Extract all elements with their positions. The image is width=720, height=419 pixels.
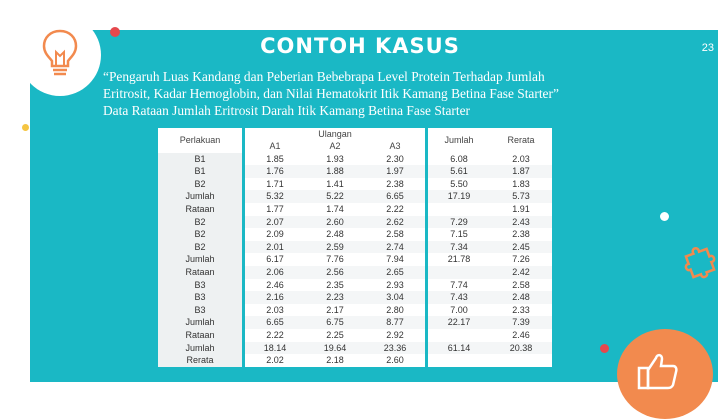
table-row <box>158 291 552 304</box>
table-cell-a1: 2.01 <box>244 241 306 254</box>
table-row <box>158 253 552 266</box>
table-row <box>158 304 552 317</box>
table-row <box>158 342 552 355</box>
table-cell-a2: 2.56 <box>305 266 365 279</box>
table-cell-a1: 1.77 <box>244 203 306 216</box>
table-cell-jumlah: 7.00 <box>427 304 491 317</box>
table-cell-a3: 3.04 <box>365 291 427 304</box>
table-cell-a3: 2.22 <box>365 203 427 216</box>
table-cell-jumlah: 21.78 <box>427 253 491 266</box>
page-number: 23 <box>701 42 714 54</box>
table-cell-jumlah: 6.08 <box>427 153 491 166</box>
table-cell-a2: 2.60 <box>305 216 365 229</box>
table-cell-jumlah <box>427 203 491 216</box>
table-cell-rerata <box>490 354 552 367</box>
table-cell-a2: 1.93 <box>305 153 365 166</box>
table-cell-rerata: 2.46 <box>490 329 552 342</box>
subtitle-line: Data Rataan Jumlah Eritrosit Darah Itik Kamang Betina Fase Starter <box>103 103 471 118</box>
deco-dot <box>22 124 29 131</box>
table-cell-label: B2 <box>158 228 244 241</box>
table-cell-a2: 2.17 <box>305 304 365 317</box>
table-cell-label: Rataan <box>158 266 244 279</box>
table-cell-a3: 2.74 <box>365 241 427 254</box>
table-cell-rerata: 2.58 <box>490 279 552 292</box>
table-cell-a3: 2.65 <box>365 266 427 279</box>
table-cell-a1: 18.14 <box>244 342 306 355</box>
table-cell-label: Rerata <box>158 354 244 367</box>
table-cell-jumlah: 7.15 <box>427 228 491 241</box>
slide-subtitle <box>103 68 673 119</box>
table-cell-label: B2 <box>158 241 244 254</box>
table-cell-rerata: 2.48 <box>490 291 552 304</box>
table-cell-a3: 2.60 <box>365 354 427 367</box>
table-cell-a1: 6.17 <box>244 253 306 266</box>
table-cell-rerata: 2.43 <box>490 216 552 229</box>
table-cell-rerata: 2.33 <box>490 304 552 317</box>
table-cell-a2: 2.59 <box>305 241 365 254</box>
table-cell-jumlah: 61.14 <box>427 342 491 355</box>
subtitle-line: Eritrosit, Kadar Hemoglobin, dan Nilai Hematokrit Itik Kamang Betina Fase Starter” <box>103 86 559 101</box>
table-cell-jumlah: 22.17 <box>427 316 491 329</box>
table-row <box>158 354 552 367</box>
table-cell-a1: 1.71 <box>244 178 306 191</box>
table-cell-a3: 2.80 <box>365 304 427 317</box>
table-cell-rerata: 2.45 <box>490 241 552 254</box>
table-cell-a2: 5.22 <box>305 190 365 203</box>
table-cell-a1: 2.06 <box>244 266 306 279</box>
table-cell-a2: 6.75 <box>305 316 365 329</box>
table-cell-rerata: 1.91 <box>490 203 552 216</box>
table-cell-a1: 6.65 <box>244 316 306 329</box>
table-cell-rerata: 5.73 <box>490 190 552 203</box>
table-cell-rerata: 2.38 <box>490 228 552 241</box>
header-a1: A1 <box>244 140 306 153</box>
table-row <box>158 266 552 279</box>
table-cell-a2: 19.64 <box>305 342 365 355</box>
table-cell-rerata: 20.38 <box>490 342 552 355</box>
deco-dot <box>660 212 669 221</box>
table-cell-jumlah: 7.29 <box>427 216 491 229</box>
table-cell-a3: 2.92 <box>365 329 427 342</box>
header-ulangan: Ulangan <box>244 128 427 140</box>
table-cell-rerata: 2.03 <box>490 153 552 166</box>
table-cell-a1: 2.16 <box>244 291 306 304</box>
table-cell-a1: 2.07 <box>244 216 306 229</box>
table-cell-label: Rataan <box>158 203 244 216</box>
table-cell-a1: 1.85 <box>244 153 306 166</box>
table-cell-a2: 1.41 <box>305 178 365 191</box>
thumbs-up-icon <box>636 348 680 392</box>
table-cell-label: Jumlah <box>158 190 244 203</box>
table-cell-a1: 2.46 <box>244 279 306 292</box>
table-cell-a3: 7.94 <box>365 253 427 266</box>
table-cell-rerata: 7.39 <box>490 316 552 329</box>
table-cell-a1: 1.76 <box>244 165 306 178</box>
table-cell-rerata: 7.26 <box>490 253 552 266</box>
table-cell-a3: 2.62 <box>365 216 427 229</box>
table-row <box>158 241 552 254</box>
table-cell-a3: 1.97 <box>365 165 427 178</box>
table-row <box>158 153 552 166</box>
table-cell-a3: 2.93 <box>365 279 427 292</box>
table-cell-label: B2 <box>158 216 244 229</box>
table-cell-label: B3 <box>158 279 244 292</box>
table-row <box>158 165 552 178</box>
header-rerata: Rerata <box>490 128 552 153</box>
table-cell-a2: 2.35 <box>305 279 365 292</box>
data-table <box>158 128 552 367</box>
header-perlakuan: Perlakuan <box>158 128 244 153</box>
table-cell-a2: 2.18 <box>305 354 365 367</box>
table-cell-a2: 2.25 <box>305 329 365 342</box>
table-cell-label: B2 <box>158 178 244 191</box>
table-cell-a3: 23.36 <box>365 342 427 355</box>
table-cell-a1: 2.02 <box>244 354 306 367</box>
table-row <box>158 228 552 241</box>
table-cell-a3: 8.77 <box>365 316 427 329</box>
table-row <box>158 316 552 329</box>
table-cell-rerata: 1.83 <box>490 178 552 191</box>
table-cell-a2: 2.23 <box>305 291 365 304</box>
table-cell-label: B3 <box>158 304 244 317</box>
puzzle-icon <box>683 244 717 282</box>
table-cell-a2: 2.48 <box>305 228 365 241</box>
header-jumlah: Jumlah <box>427 128 491 153</box>
table-cell-label: B1 <box>158 165 244 178</box>
table-cell-label: Jumlah <box>158 253 244 266</box>
table-cell-label: B3 <box>158 291 244 304</box>
table-cell-a1: 2.03 <box>244 304 306 317</box>
table-cell-label: Jumlah <box>158 342 244 355</box>
table-cell-jumlah: 17.19 <box>427 190 491 203</box>
subtitle-line: “Pengaruh Luas Kandang dan Peberian Bebebrapa Level Protein Terhadap Jumlah <box>103 69 545 84</box>
slide-title: CONTOH KASUS <box>260 34 460 58</box>
table-cell-a2: 1.88 <box>305 165 365 178</box>
table-cell-a3: 2.58 <box>365 228 427 241</box>
table-cell-rerata: 1.87 <box>490 165 552 178</box>
table-row <box>158 216 552 229</box>
table-cell-jumlah: 5.50 <box>427 178 491 191</box>
header-a2: A2 <box>305 140 365 153</box>
table-cell-jumlah <box>427 266 491 279</box>
table-row <box>158 203 552 216</box>
table-cell-a2: 1.74 <box>305 203 365 216</box>
table-cell-a2: 7.76 <box>305 253 365 266</box>
table-cell-jumlah: 7.43 <box>427 291 491 304</box>
table-cell-a3: 2.38 <box>365 178 427 191</box>
table-cell-jumlah: 7.74 <box>427 279 491 292</box>
table-row <box>158 279 552 292</box>
table-row <box>158 329 552 342</box>
table-cell-label: Jumlah <box>158 316 244 329</box>
table-cell-rerata: 2.42 <box>490 266 552 279</box>
header-a3: A3 <box>365 140 427 153</box>
table-cell-label: B1 <box>158 153 244 166</box>
table-cell-a1: 2.22 <box>244 329 306 342</box>
table-row <box>158 178 552 191</box>
table-cell-a1: 5.32 <box>244 190 306 203</box>
table-cell-jumlah: 5.61 <box>427 165 491 178</box>
table-row <box>158 190 552 203</box>
table-cell-a1: 2.09 <box>244 228 306 241</box>
table-cell-jumlah: 7.34 <box>427 241 491 254</box>
table-cell-a3: 2.30 <box>365 153 427 166</box>
table-cell-jumlah <box>427 354 491 367</box>
table-cell-a3: 6.65 <box>365 190 427 203</box>
table-cell-label: Rataan <box>158 329 244 342</box>
deco-dot <box>600 344 609 353</box>
table-cell-jumlah <box>427 329 491 342</box>
